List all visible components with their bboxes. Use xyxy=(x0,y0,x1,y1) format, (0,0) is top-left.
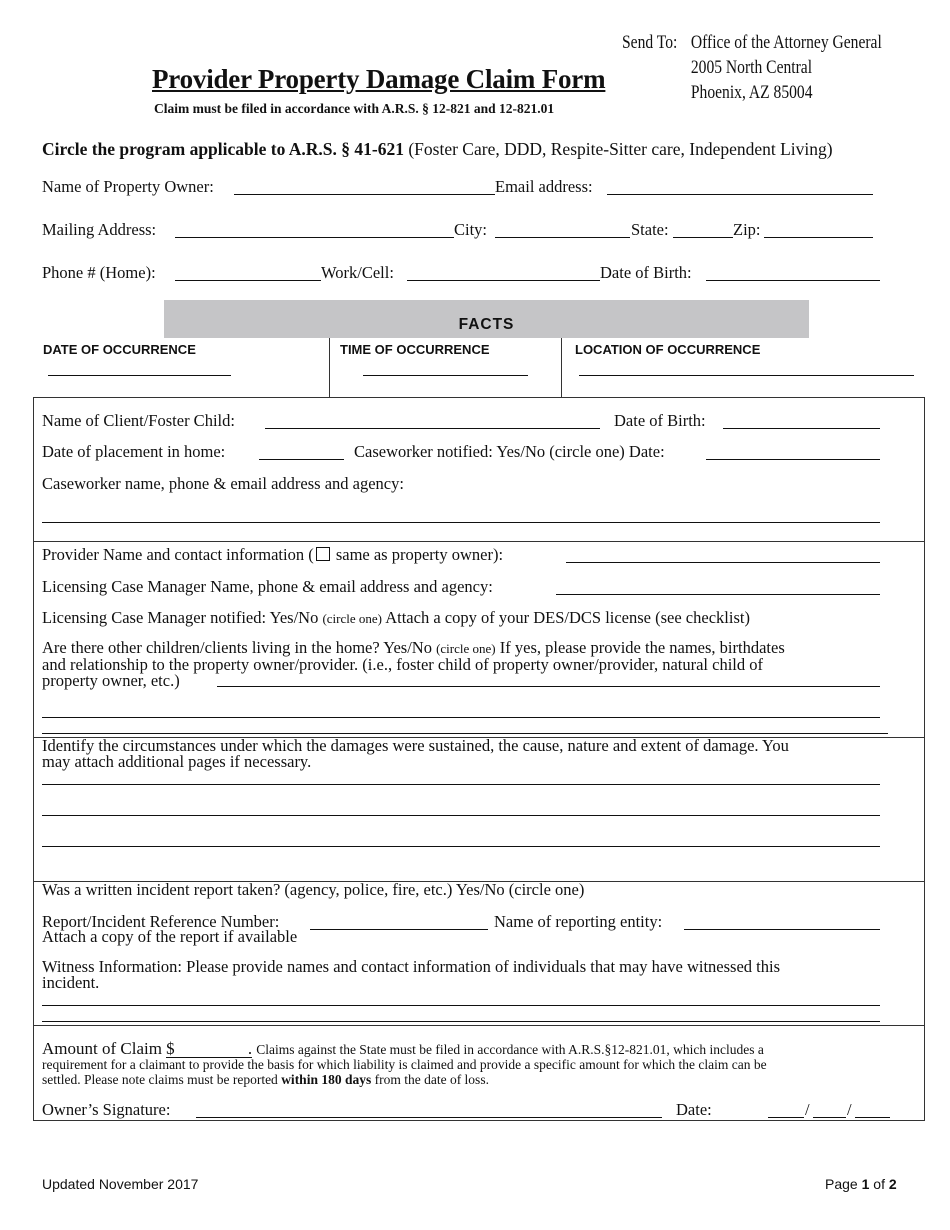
state-field[interactable] xyxy=(673,237,733,238)
send-to-block xyxy=(622,30,882,103)
city-label: City: xyxy=(454,220,488,239)
time-of-occurrence-field[interactable] xyxy=(363,375,528,376)
other-children-line-2: and relationship to the property owner/provider. (i.e., foster child of property owner/provider, natural child of xyxy=(42,655,763,674)
same-as-owner-checkbox[interactable] xyxy=(316,547,330,561)
time-of-occurrence-label: TIME OF OCCURRENCE xyxy=(340,342,490,357)
caseworker-notified-label: Caseworker notified: Yes/No (circle one) Date: xyxy=(354,442,665,461)
placement-date-field[interactable] xyxy=(259,459,344,460)
signature-date-label: Date: xyxy=(676,1100,712,1119)
claim-text-line-3a: settled. Please note claims must be reported xyxy=(42,1072,282,1087)
client-dob-label: Date of Birth: xyxy=(614,411,706,430)
licensing-circle-one: (circle one) xyxy=(322,611,382,626)
licensing-attach-note: Attach a copy of your DES/DCS license (see checklist) xyxy=(385,608,750,627)
claim-deadline: within 180 days xyxy=(281,1072,372,1087)
page-prefix: Page xyxy=(825,1176,862,1192)
send-to-line-1: Office of the Attorney General xyxy=(690,32,882,53)
date-slash-1: / xyxy=(805,1100,810,1119)
signature-date-month-field[interactable] xyxy=(768,1117,804,1118)
claim-text-line-1: Claims against the State must be filed in accordance with A.R.S.§12-821.01, which includes a xyxy=(256,1042,764,1057)
caseworker-info-field[interactable] xyxy=(42,522,880,523)
date-slash-2: / xyxy=(847,1100,852,1119)
client-name-field[interactable] xyxy=(265,428,600,429)
client-name-label: Name of Client/Foster Child: xyxy=(42,411,235,430)
page-current: 1 xyxy=(861,1176,870,1192)
page-total: 2 xyxy=(888,1176,897,1192)
owner-name-label: Name of Property Owner: xyxy=(42,177,214,196)
zip-field[interactable] xyxy=(764,237,873,238)
circumstances-line-2: may attach additional pages if necessary. xyxy=(42,752,312,771)
circumstances-field-1[interactable] xyxy=(42,784,880,785)
section-divider-1 xyxy=(33,541,925,542)
witness-line-1: Witness Information: Please provide names and contact information of individuals that may have witnessed this xyxy=(42,957,780,976)
signature-date-year-field[interactable] xyxy=(855,1117,890,1118)
circumstances-field-2[interactable] xyxy=(42,815,880,816)
other-children-text xyxy=(42,640,902,689)
circumstances-line-1: Identify the circumstances under which the damages were sustained, the cause, nature and extent of damage. You xyxy=(42,736,789,755)
date-of-occurrence-field[interactable] xyxy=(48,375,231,376)
owner-dob-field[interactable] xyxy=(706,280,880,281)
owner-signature-field[interactable] xyxy=(196,1117,662,1118)
licensing-notified-label: Licensing Case Manager notified: Yes/No xyxy=(42,608,319,627)
witness-field-1[interactable] xyxy=(42,1005,880,1006)
mailing-address-field[interactable] xyxy=(175,237,454,238)
program-instruction xyxy=(42,139,833,159)
send-to-line-3: Phoenix, AZ 85004 xyxy=(690,82,813,103)
city-field[interactable] xyxy=(495,237,630,238)
zip-label: Zip: xyxy=(733,220,761,239)
facts-divider-1 xyxy=(329,338,330,397)
caseworker-info-label: Caseworker name, phone & email address and agency: xyxy=(42,474,404,493)
reference-number-label: Report/Incident Reference Number: xyxy=(42,912,280,931)
client-dob-field[interactable] xyxy=(723,428,880,429)
witness-info-text xyxy=(42,959,902,991)
location-of-occurrence-field[interactable] xyxy=(579,375,914,376)
reporting-entity-field[interactable] xyxy=(684,929,880,930)
footer-updated: Updated November 2017 xyxy=(42,1176,199,1192)
placement-date-label: Date of placement in home: xyxy=(42,442,226,461)
phone-home-label: Phone # (Home): xyxy=(42,263,156,282)
circumstances-text xyxy=(42,738,902,770)
claim-text-line-3 xyxy=(42,1072,489,1088)
phone-home-field[interactable] xyxy=(175,280,321,281)
witness-line-2: incident. xyxy=(42,973,100,992)
owner-name-field[interactable] xyxy=(234,194,495,195)
attach-report-note: Attach a copy of the report if available xyxy=(42,927,298,946)
form-subtitle: Claim must be filed in accordance with A.R.S. § 12-821 and 12-821.01 xyxy=(154,101,555,116)
other-children-circle-one: (circle one) xyxy=(436,641,496,656)
provider-name-prefix: Provider Name and contact information ( xyxy=(42,545,314,564)
claim-text-line-2: requirement for a claimant to provide the basis for which liability is claimed and provide a specific amount for which the claim can be xyxy=(42,1057,767,1072)
licensing-manager-field[interactable] xyxy=(556,594,880,595)
other-children-question: Are there other children/clients living in the home? Yes/No xyxy=(42,638,432,657)
facts-title: FACTS xyxy=(458,316,515,333)
page-of: of xyxy=(869,1176,889,1192)
state-label: State: xyxy=(631,220,669,239)
owner-signature-label: Owner’s Signature: xyxy=(42,1100,171,1119)
work-cell-label: Work/Cell: xyxy=(321,263,394,282)
form-title: Provider Property Damage Claim Form xyxy=(152,64,606,94)
caseworker-notified-date-field[interactable] xyxy=(706,459,880,460)
location-of-occurrence-label: LOCATION OF OCCURRENCE xyxy=(575,342,761,357)
program-options: (Foster Care, DDD, Respite-Sitter care, Independent Living) xyxy=(408,139,833,159)
facts-divider-2 xyxy=(561,338,562,397)
send-to-label: Send To: xyxy=(622,32,678,53)
email-label: Email address: xyxy=(495,177,593,196)
work-cell-field[interactable] xyxy=(407,280,600,281)
dollar-sign: $ xyxy=(166,1039,175,1058)
other-children-instruction: If yes, please provide the names, birthdates xyxy=(495,638,785,657)
send-to-line-2: 2005 North Central xyxy=(690,57,813,78)
provider-name-label xyxy=(42,545,503,565)
email-field[interactable] xyxy=(607,194,873,195)
owner-dob-label: Date of Birth: xyxy=(600,263,692,282)
other-children-field-1[interactable] xyxy=(217,686,880,687)
licensing-manager-label: Licensing Case Manager Name, phone & email address and agency: xyxy=(42,577,493,596)
licensing-notified-text xyxy=(42,608,750,629)
signature-date-day-field[interactable] xyxy=(813,1117,846,1118)
circumstances-field-3[interactable] xyxy=(42,846,880,847)
amount-of-claim xyxy=(42,1039,764,1059)
reference-number-field[interactable] xyxy=(310,929,488,930)
reporting-entity-label: Name of reporting entity: xyxy=(494,912,663,931)
mailing-address-label: Mailing Address: xyxy=(42,220,157,239)
section-divider-4 xyxy=(33,1025,925,1026)
incident-report-question: Was a written incident report taken? (agency, police, fire, etc.) Yes/No (circle one) xyxy=(42,880,585,899)
other-children-field-3[interactable] xyxy=(42,733,888,734)
amount-of-claim-label: Amount of Claim xyxy=(42,1039,162,1058)
witness-field-2[interactable] xyxy=(42,1021,880,1022)
other-children-line-3: property owner, etc.) xyxy=(42,671,180,690)
page-number xyxy=(825,1176,897,1192)
claim-text-line-3b: from the date of loss. xyxy=(371,1072,489,1087)
claim-amount-field[interactable] xyxy=(166,1040,252,1058)
provider-name-field[interactable] xyxy=(566,562,880,563)
program-label: Circle the program applicable to A.R.S. § 41-621 xyxy=(42,139,404,159)
provider-name-suffix: same as property owner): xyxy=(331,545,504,564)
other-children-field-2[interactable] xyxy=(42,717,880,718)
date-of-occurrence-label: DATE OF OCCURRENCE xyxy=(43,342,196,357)
amount-period: . xyxy=(247,1039,253,1058)
